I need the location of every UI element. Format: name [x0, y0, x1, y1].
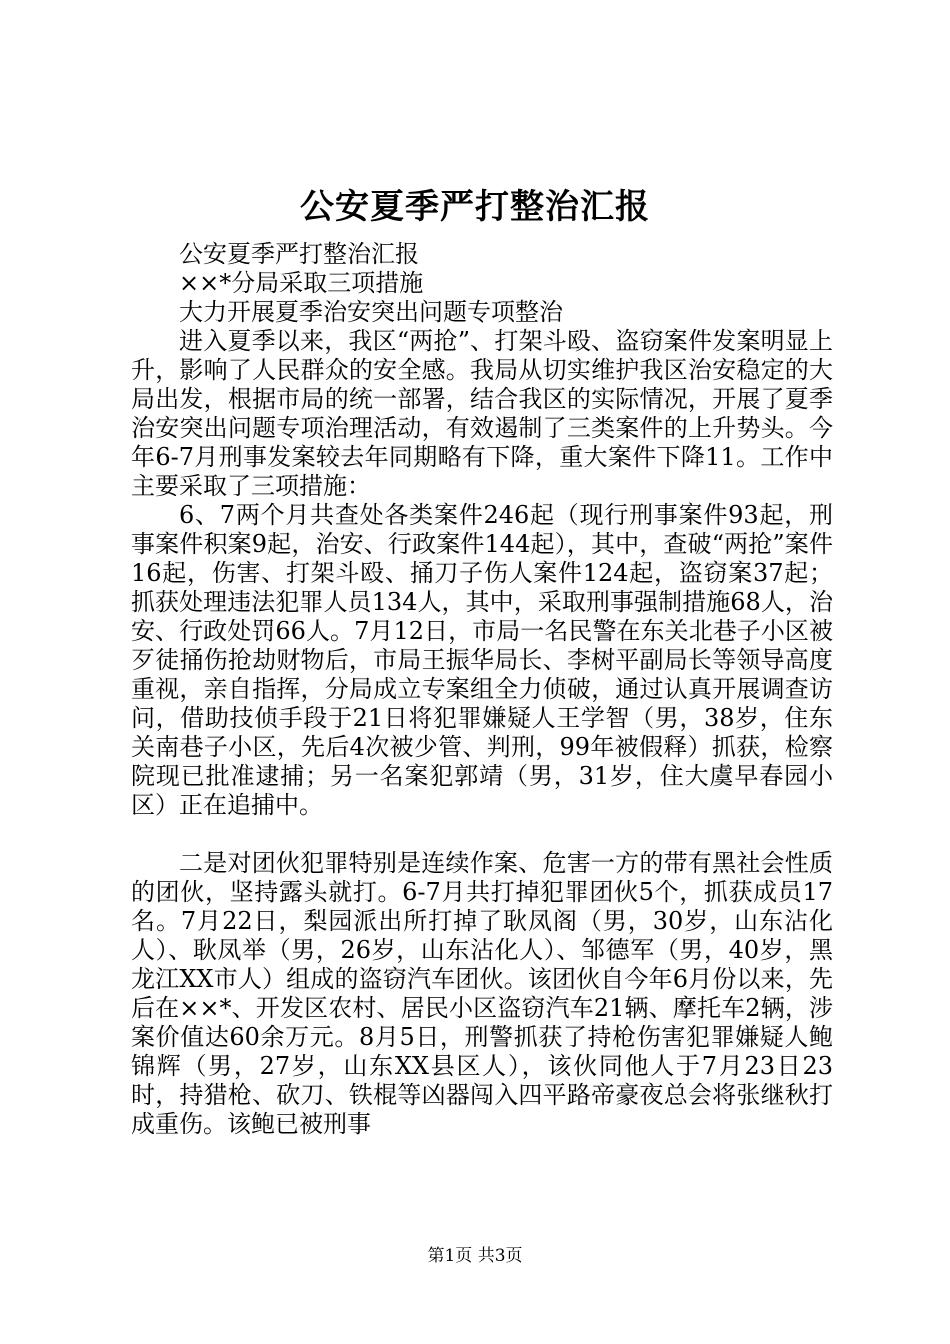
paragraph-gap [131, 820, 833, 849]
paragraph-intro: 进入夏季以来，我区“两抢”、打架斗殴、盗窃案件发案明显上升，影响了人民群众的安全感。我局从切实维护我区治安稳定的大局出发，根据市局的统一部署，结合我区的实际情况，开展了夏季治安突出问题专项治理活动，有效遏制了三类案件的上升势头。今年6-7月刑事发案较去年同期略有下降，重大案件下降11。工作中主要采取了三项措施： [131, 327, 833, 500]
document-body [131, 240, 833, 1139]
subtitle-line-3: 大力开展夏季治安突出问题专项整治 [179, 298, 563, 326]
paragraph-gangs: 二是对团伙犯罪特别是连续作案、危害一方的带有黑社会性质的团伙，坚持露头就打。6-7月共打掉犯罪团伙5个，抓获成员17名。7月22日，梨园派出所打掉了耿凤阁（男，30岁，山东沾化人）、耿凤举（男，26岁，山东沾化人）、邹德军（男，40岁，黑龙江XX市人）组成的盗窃汽车团伙。该团伙自今年6月份以来，先后在××*、开发区农村、居民小区盗窃汽车21辆、摩托车2辆，涉案价值达60余万元。8月5日，刑警抓获了持枪伤害犯罪嫌疑人鲍锦辉（男，27岁，山东XX县区人），该伙同他人于7月23日23时，持猎枪、砍刀、铁棍等凶器闯入四平路帝豪夜总会将张继秋打成重伤。该鲍已被刑事 [131, 849, 833, 1138]
paragraph-cases: 6、7两个月共查处各类案件246起（现行刑事案件93起，刑事案件积案9起，治安、行政案件144起），其中，查破“两抢”案件16起，伤害、打架斗殴、捅刀子伤人案件124起，盗窃案37起；抓获处理违法犯罪人员134人，其中，采取刑事强制措施68人，治安、行政处罚66人。7月12日，市局一名民警在东关北巷子小区被歹徒捅伤抢劫财物后，市局王振华局长、李树平副局长等领导高度重视，亲自指挥，分局成立专案组全力侦破，通过认真开展调查访问，借助技侦手段于21日将犯罪嫌疑人王学智（男，38岁，住东关南巷子小区，先后4次被少管、判刑，99年被假释）抓获，检察院现已批准逮捕；另一名案犯郭靖（男，31岁，住大虞早春园小区）正在追捕中。 [131, 501, 833, 819]
subtitle-line-1: 公安夏季严打整治汇报 [179, 240, 419, 268]
document-title: 公安夏季严打整治汇报 [300, 187, 650, 227]
subtitle-line-2: ××*分局采取三项措施 [179, 269, 424, 297]
page-footer: 第1页 共3页 [427, 1246, 523, 1266]
